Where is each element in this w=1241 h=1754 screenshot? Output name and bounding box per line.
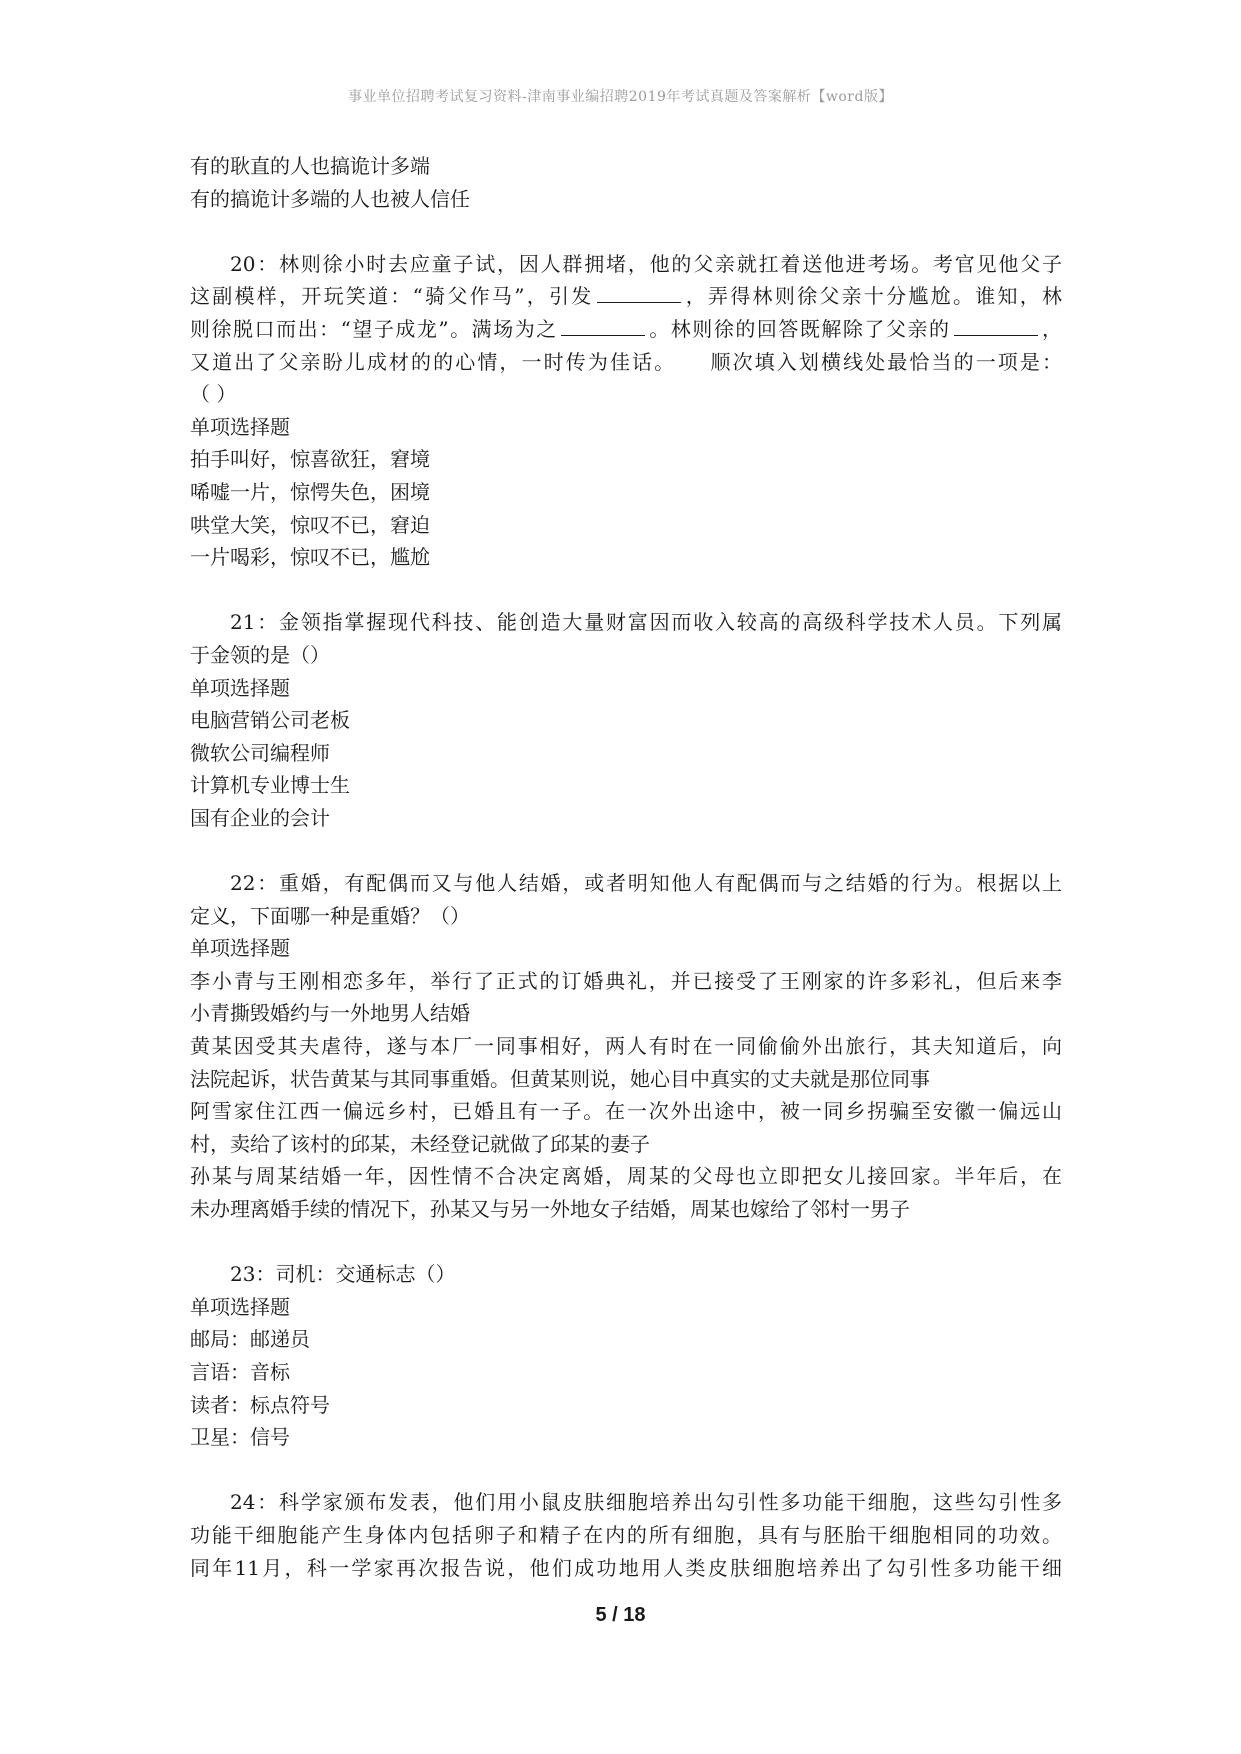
question-stem-line [190, 280, 1062, 313]
option-d: 卫星：信号 [190, 1425, 290, 1450]
question-stem-line: 于金领的是（） [190, 642, 330, 667]
option-b [190, 1030, 1062, 1095]
paragraph-gap [190, 574, 1062, 607]
option-c: 读者：标点符号 [190, 1392, 330, 1417]
option-line: 未办理离婚手续的情况下，孙某又与另一外地女子结婚，周某也嫁给了邻村一男子 [190, 1197, 910, 1221]
option-d: 国有企业的会计 [190, 805, 330, 830]
page-header: 事业单位招聘考试复习资料-津南事业编招聘2019年考试真题及答案解析【word版】 [348, 89, 893, 105]
fill-blank [954, 315, 1038, 336]
stem-text: ，弄得林则徐父亲十分尴尬。谁知，林 [683, 284, 1062, 309]
question-type: 单项选择题 [190, 675, 290, 700]
question-23 [190, 1258, 1062, 1454]
fill-blank [597, 282, 681, 303]
option-c [190, 1095, 1062, 1160]
stem-text: ， [1040, 316, 1062, 341]
question-stem-line: 20：林则徐小时去应童子试，因人群拥堵，他的父亲就扛着送他进考场。考官见他父子 [230, 251, 1062, 276]
stem-text: 。林则徐的回答既解除了父亲的 [647, 316, 951, 341]
option-a: 邮局：邮递员 [190, 1327, 310, 1352]
option-line: 小青撕毁婚约与一外地男人结婚 [190, 1001, 470, 1026]
question-type: 单项选择题 [190, 936, 290, 961]
stem-text: 这副模样，开玩笑道：“骑父作马”，引发 [190, 284, 594, 309]
question-21 [190, 606, 1062, 834]
document-body [190, 150, 1062, 1584]
fill-blank [561, 315, 645, 336]
question-stem-line: 24：科学家颁布发表，他们用小鼠皮肤细胞培养出勾引性多功能干细胞，这些勾引性多 [230, 1490, 1062, 1515]
prev-option-line: 有的耿直的人也搞诡计多端 [190, 154, 430, 178]
prev-option-line: 有的搞诡计多端的人也被人信任 [190, 186, 470, 211]
paragraph-gap [190, 834, 1062, 867]
question-stem-line [190, 313, 1062, 346]
question-stem-line: 21：金领指掌握现代科技、能创造大量财富因而收入较高的高级科学技术人员。下列属 [230, 610, 1062, 635]
option-line: 黄某因受其夫虐待，遂与本厂一同事相好，两人有时在一同偷偷外出旅行，其夫知道后，向 [190, 1034, 1062, 1059]
option-line: 法院起诉，状告黄某与其同事重婚。但黄某则说，她心目中真实的丈夫就是那位同事 [190, 1066, 930, 1091]
option-a [190, 965, 1062, 1030]
question-stem-line: 功能干细胞能产生身体内包括卵子和精子在内的所有细胞，具有与胚胎干细胞相同的功效。 [190, 1522, 1062, 1547]
question-stem-line: 又道出了父亲盼儿成材的的心情，一时传为佳话。 顺次填入划横线处最恰当的一项是： [190, 349, 1062, 374]
option-c: 哄堂大笑，惊叹不已，窘迫 [190, 512, 430, 537]
paragraph-gap [190, 215, 1062, 248]
paragraph-gap [190, 1226, 1062, 1259]
option-b: 言语：音标 [190, 1359, 290, 1384]
option-line: 阿雪家住江西一偏远乡村，已婚且有一子。在一次外出途中，被一同乡拐骗至安徽一偏远山 [190, 1099, 1062, 1124]
option-line: 李小青与王刚相恋多年，举行了正式的订婚典礼，并已接受了王刚家的许多彩礼，但后来李 [190, 968, 1062, 993]
paragraph-gap [190, 1454, 1062, 1487]
question-stem-line: （ ） [190, 382, 237, 407]
option-a: 拍手叫好，惊喜欲狂，窘境 [190, 447, 430, 472]
option-line: 村，卖给了该村的邱某，未经登记就做了邱某的妻子 [190, 1131, 650, 1156]
question-stem-line: 22：重婚，有配偶而又与他人结婚，或者明知他人有配偶而与之结婚的行为。根据以上 [230, 871, 1062, 896]
question-24 [190, 1486, 1062, 1584]
option-b: 唏嘘一片，惊愕失色，困境 [190, 479, 430, 504]
question-20 [190, 248, 1062, 574]
question-type: 单项选择题 [190, 1294, 290, 1319]
option-c: 计算机专业博士生 [190, 773, 350, 798]
question-type: 单项选择题 [190, 414, 290, 439]
page-number: 5 / 18 [595, 1604, 646, 1626]
question-22 [190, 867, 1062, 1226]
question-stem-line: 定义，下面哪一种是重婚？（） [190, 903, 470, 928]
option-d [190, 1160, 1062, 1225]
option-a: 电脑营销公司老板 [190, 708, 350, 733]
stem-text: 则徐脱口而出：“望子成龙”。满场为之 [190, 316, 558, 341]
question-stem-line: 同年11月，科一学家再次报告说，他们成功地用人类皮肤细胞培养出了勾引性多功能干细 [190, 1555, 1062, 1580]
option-d: 一片喝彩，惊叹不已，尴尬 [190, 545, 430, 570]
question-stem-line: 23：司机：交通标志（） [230, 1262, 456, 1287]
option-b: 微软公司编程师 [190, 740, 330, 765]
option-line: 孙某与周某结婚一年，因性情不合决定离婚，周某的父母也立即把女儿接回家。半年后，在 [190, 1164, 1062, 1189]
